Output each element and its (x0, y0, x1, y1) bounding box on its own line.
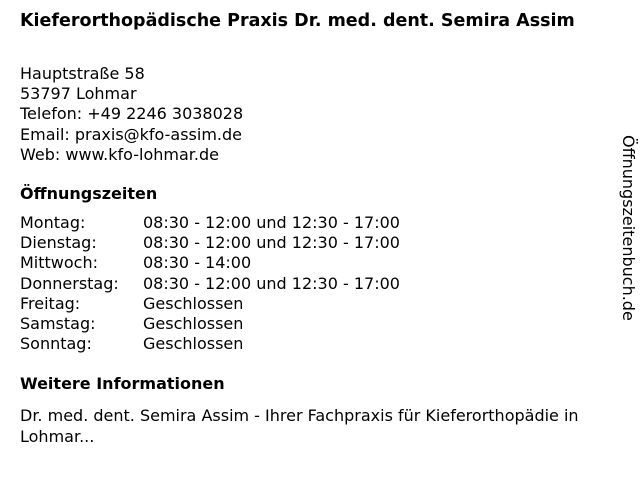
time-value: Geschlossen (143, 314, 244, 334)
email-address: Email: praxis@kfo-assim.de (20, 124, 243, 144)
hours-row-saturday (20, 314, 400, 334)
hours-row-wednesday (20, 253, 400, 273)
hours-row-thursday (20, 274, 400, 294)
more-info-text: Dr. med. dent. Semira Assim - Ihrer Fachpraxis für Kieferorthopädie in Lohmar... (20, 406, 579, 446)
day-label: Dienstag: (20, 233, 97, 253)
day-label: Sonntag: (20, 334, 92, 354)
site-link-container (612, 135, 638, 362)
city-address: 53797 Lohmar (20, 84, 137, 104)
time-value: 08:30 - 14:00 (143, 253, 252, 273)
hours-row-sunday (20, 334, 400, 354)
website: Web: www.kfo-lohmar.de (20, 144, 219, 164)
practice-title: Kieferorthopädische Praxis Dr. med. dent. Semira Assim (20, 11, 575, 31)
site-link[interactable]: Öffnungszeitenbuch.de (619, 135, 638, 321)
day-label: Freitag: (20, 293, 81, 313)
contact-block (20, 64, 243, 165)
time-value: 08:30 - 12:00 und 12:30 - 17:00 (143, 233, 400, 253)
opening-hours-table (20, 213, 400, 354)
opening-hours-heading: Öffnungszeiten (20, 184, 158, 203)
street-address: Hauptstraße 58 (20, 64, 145, 83)
time-value: Geschlossen (143, 293, 244, 313)
time-value: Geschlossen (143, 334, 244, 354)
phone-number: Telefon: +49 2246 3038028 (20, 104, 244, 124)
more-info-heading: Weitere Informationen (20, 374, 225, 393)
time-value: 08:30 - 12:00 und 12:30 - 17:00 (143, 213, 400, 232)
hours-row-monday (20, 213, 400, 233)
day-label: Mittwoch: (20, 253, 98, 273)
time-value: 08:30 - 12:00 und 12:30 - 17:00 (143, 273, 400, 293)
day-label: Samstag: (20, 314, 96, 334)
hours-row-tuesday (20, 233, 400, 253)
hours-row-friday (20, 294, 400, 314)
day-label: Montag: (20, 213, 86, 232)
day-label: Donnerstag: (20, 273, 119, 293)
